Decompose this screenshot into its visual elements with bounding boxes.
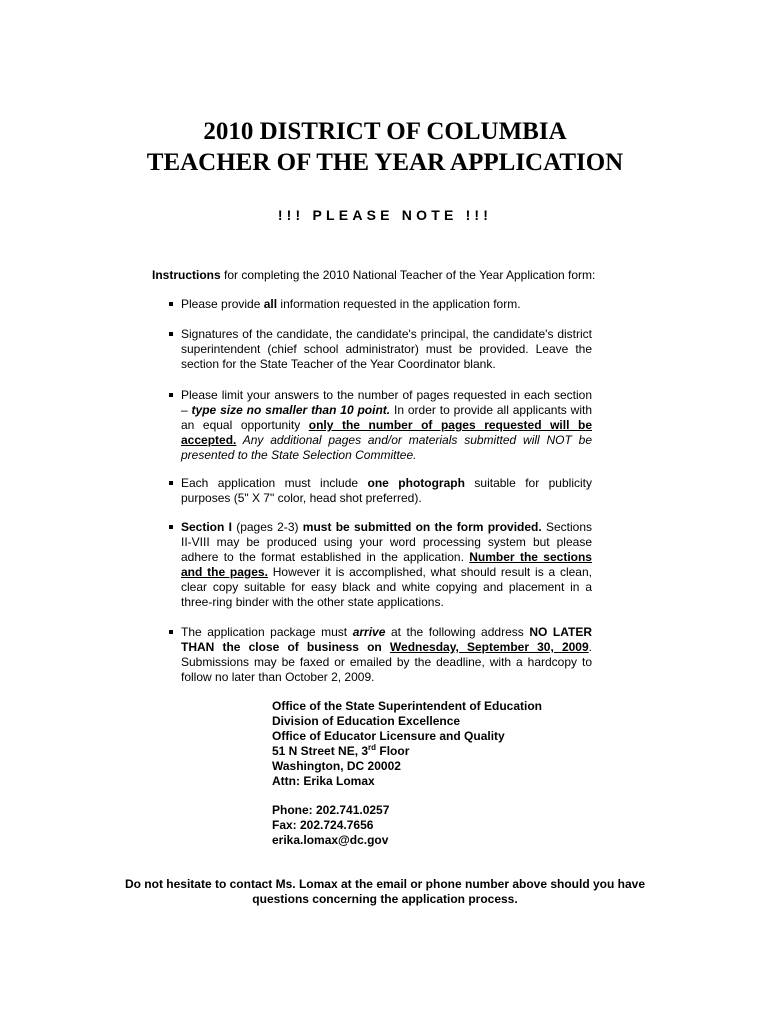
bullet-list-2 bbox=[169, 327, 592, 372]
instructions-text: for completing the 2010 National Teacher of the Year Application form: bbox=[220, 268, 596, 282]
bullet-square-icon bbox=[169, 481, 173, 485]
bullet-signatures: Signatures of the candidate, the candidate's principal, the candidate's district superintendent (chief school administrator) must be provided. Leave the section for the State Teacher of the Year Coordinator blank. bbox=[169, 327, 592, 372]
contact-info bbox=[272, 803, 602, 848]
bullet-square-icon bbox=[169, 630, 173, 634]
address-line: Office of the State Superintendent of Education bbox=[272, 699, 543, 713]
bullet-page-limits: Please limit your answers to the number of pages requested in each section – type size no smaller than 10 point. In order to provide all applicants with an equal opportunity only the number of pages requested will be accepted. Any additional pages and/or materials submitted will NOT be presented to the State Selection Committee. bbox=[169, 388, 592, 463]
email-address[interactable]: erika.lomax@dc.gov bbox=[272, 833, 389, 847]
instructions-label: Instructions bbox=[152, 268, 221, 282]
bullet-list-3 bbox=[169, 388, 592, 463]
bullet-square-icon bbox=[169, 302, 173, 306]
bullet-square-icon bbox=[169, 332, 173, 336]
title-line-1: 2010 DISTRICT OF COLUMBIA bbox=[203, 118, 567, 145]
address-line: 51 N Street NE, 3rd Floor bbox=[272, 743, 410, 758]
bullet-list-6 bbox=[169, 625, 592, 685]
address-line: Attn: Erika Lomax bbox=[272, 774, 375, 788]
bullet-list-5 bbox=[169, 520, 592, 610]
address-line: Washington, DC 20002 bbox=[272, 759, 401, 773]
bullet-square-icon bbox=[169, 393, 173, 397]
mailing-address bbox=[272, 699, 602, 789]
title-line-2: TEACHER OF THE YEAR APPLICATION bbox=[146, 149, 624, 176]
bullet-deadline: The application package must arrive at the following address NO LATER THAN the close of business on Wednesday, September 30, 2009. Submissions may be faxed or emailed by the deadline, with a hardcopy to follow no later than October 2, 2009. bbox=[169, 625, 592, 685]
closing-note: Do not hesitate to contact Ms. Lomax at the email or phone number above should you have questions concerning the application process. bbox=[124, 877, 646, 906]
bullet-square-icon bbox=[169, 525, 173, 529]
address-line: Division of Education Excellence bbox=[272, 714, 461, 728]
phone-number: Phone: 202.741.0257 bbox=[272, 803, 390, 817]
fax-number: Fax: 202.724.7656 bbox=[272, 818, 374, 832]
bullet-section-format: Section I (pages 2-3) must be submitted on the form provided. Sections II-VIII may be produced using your word processing system but please adhere to the format established in the application. Number the sections and the pages. However it is accomplished, what should result is a clean, clear copy suitable for easy black and white copying and placement in a three-ring binder with the other state applications. bbox=[169, 520, 592, 610]
bullet-photograph: Each application must include one photograph suitable for publicity purposes (5" X 7" color, head shot preferred). bbox=[169, 476, 592, 506]
instructions-intro bbox=[152, 268, 632, 283]
bullet-list-1 bbox=[169, 297, 592, 312]
bullet-provide-info: Please provide all information requested in the application form. bbox=[169, 297, 592, 312]
address-line: Office of Educator Licensure and Quality bbox=[272, 729, 505, 743]
please-note-heading: !!! PLEASE NOTE !!! bbox=[277, 207, 493, 223]
bullet-list-4 bbox=[169, 476, 592, 506]
